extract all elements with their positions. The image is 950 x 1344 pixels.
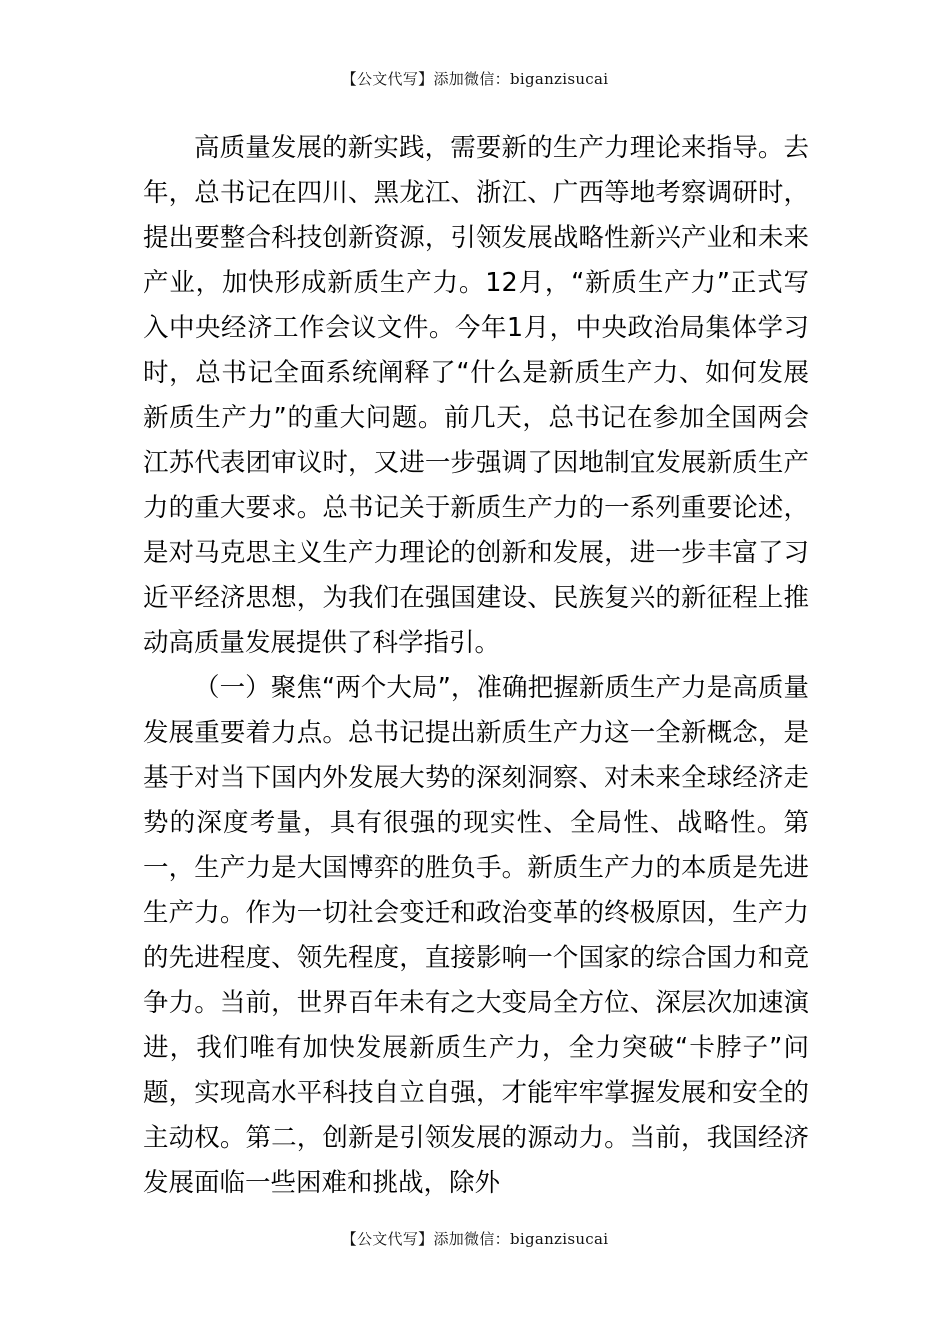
page-footer: 【公文代写】添加微信：biganzisucai	[341, 1230, 609, 1248]
paragraph-intro: 高质量发展的新实践，需要新的生产力理论来指导。去年，总书记在四川、黑龙江、浙江、广西等地考察调研时，提出要整合科技创新资源，引领发展战略性新兴产业和未来产业，加快形成新质生产力。12月，“新质生产力”正式写入中央经济工作会议文件。今年1月，中央政治局集体学习时，总书记全面系统阐释了“什么是新质生产力、如何发展新质生产力”的重大问题。前几天，总书记在参加全国两会江苏代表团审议时，又进一步强调了因地制宜发展新质生产力的重大要求。总书记关于新质生产力的一系列重要论述，是对马克思主义生产力理论的创新和发展，进一步丰富了习近平经济思想，为我们在强国建设、民族复兴的新征程上推动高质量发展提供了科学指引。	[143, 133, 809, 658]
page-header: 【公文代写】添加微信：biganzisucai	[341, 70, 609, 88]
paragraph-section-one: （一）聚焦“两个大局”，准确把握新质生产力是高质量发展重要着力点。总书记提出新质生产力这一全新概念，是基于对当下国内外发展大势的深刻洞察、对未来全球经济走势的深度考量，具有很强的现实性、全局性、战略性。第一，生产力是大国博弈的胜负手。新质生产力的本质是先进生产力。作为一切社会变迁和政治变革的终极原因，生产力的先进程度、领先程度，直接影响一个国家的综合国力和竞争力。当前，世界百年未有之大变局全方位、深层次加速演进，我们唯有加快发展新质生产力，全力突破“卡脖子”问题，实现高水平科技自立自强，才能牢牢掌握发展和安全的主动权。第二，创新是引领发展的源动力。当前，我国经济发展面临一些困难和挑战，除外	[143, 673, 809, 1198]
document-body	[143, 126, 809, 1206]
